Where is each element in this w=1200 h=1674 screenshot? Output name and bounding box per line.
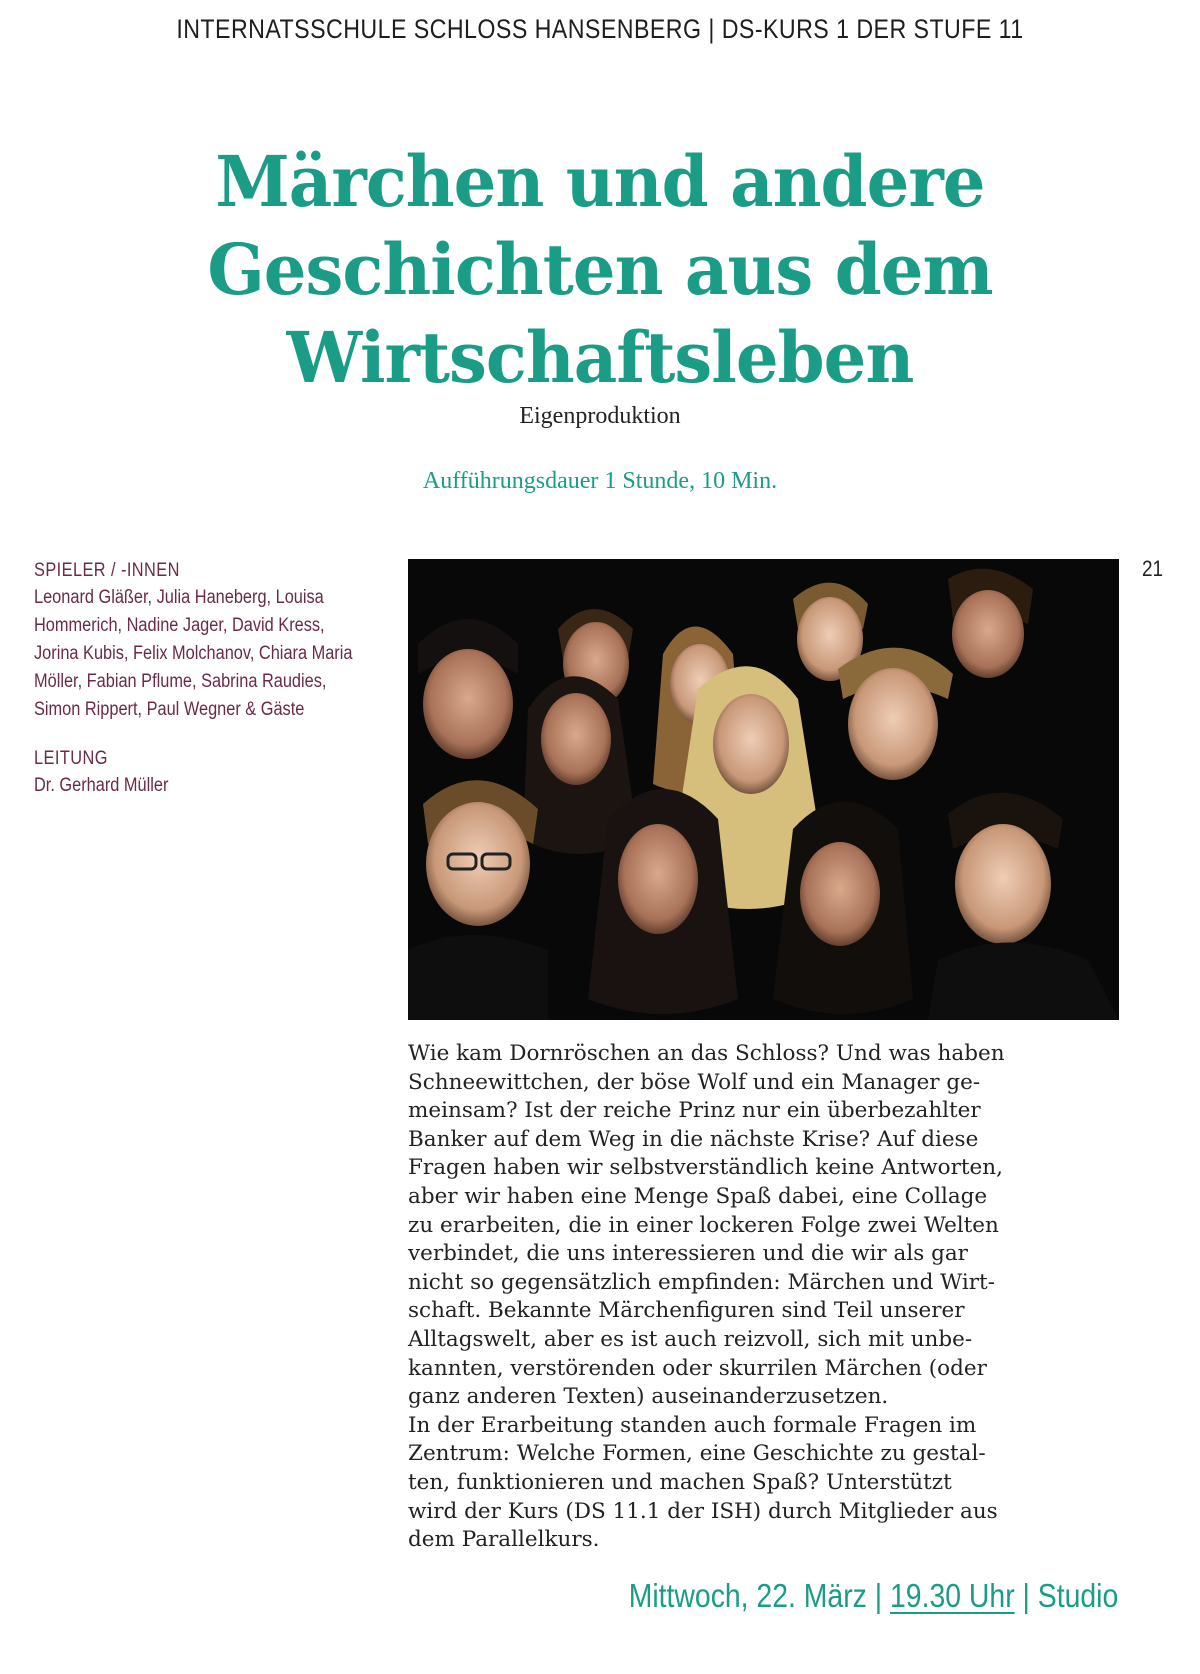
cast-line: Hommerich, Nadine Jager, David Kress, (34, 615, 325, 636)
text-line: schaft. Bekannte Märchenfiguren sind Teil unserer (408, 1298, 965, 1324)
text-line: meinsam? Ist der reiche Prinz nur ein überbezahlter (408, 1098, 981, 1124)
text-line: kannten, verstörenden oder skurrilen Märchen (oder (408, 1355, 987, 1381)
description-paragraph-2 (408, 1412, 1028, 1555)
performance-info (628, 1577, 1118, 1615)
production-type: Eigenproduktion (519, 403, 681, 429)
description-paragraph-1 (408, 1040, 1028, 1412)
text-line: Alltagswelt, aber es ist auch reizvoll, sich mit unbe- (408, 1326, 973, 1352)
title-line-3: Wirtschaftsleben (286, 316, 914, 399)
text-line: Banker auf dem Weg in die nächste Krise? Auf diese (408, 1126, 979, 1152)
performance-duration: Aufführungsdauer 1 Stunde, 10 Min. (422, 468, 778, 494)
text-line: In der Erarbeitung standen auch formale Fragen im (408, 1412, 977, 1438)
play-title (0, 138, 1200, 402)
cast-line: Möller, Fabian Pflume, Sabrina Raudies, (34, 671, 327, 692)
text-line: Schneewittchen, der böse Wolf und ein Manager ge- (408, 1069, 981, 1095)
title-line-1: Märchen und andere (215, 140, 985, 223)
text-line: ganz anderen Texten) auseinanderzusetzen. (408, 1384, 889, 1410)
cast-line: Simon Rippert, Paul Wegner & Gäste (34, 699, 305, 720)
cast-list (34, 584, 361, 724)
credits (34, 558, 353, 800)
performance-venue: Studio (1037, 1577, 1118, 1614)
performance-time: 19.30 Uhr (889, 1577, 1015, 1614)
text-line: wird der Kurs (DS 11.1 der ISH) durch Mitglieder aus (408, 1498, 998, 1524)
text-line: zu erarbeiten, die in einer lockeren Folge zwei Welten (408, 1212, 999, 1238)
cast-label: SPIELER / -INNEN (34, 560, 180, 581)
direction-name: Dr. Gerhard Müller (34, 775, 169, 796)
description (408, 1040, 1028, 1555)
text-line: verbindet, die uns interessieren und die wir als gar (408, 1241, 968, 1267)
text-line: nicht so gegensätzlich empfinden: Märchen und Wirt- (408, 1269, 995, 1295)
text-line: ten, funktionieren und machen Spaß? Unterstützt (408, 1469, 952, 1495)
separator: | (1014, 1577, 1038, 1614)
title-line-2: Geschichten aus dem (207, 228, 993, 311)
cast-line: Jorina Kubis, Felix Molchanov, Chiara Maria (34, 643, 353, 664)
text-line: Zentrum: Welche Formen, eine Geschichte zu gestal- (408, 1441, 986, 1467)
ensemble-photo (408, 559, 1119, 1020)
separator: | (866, 1577, 890, 1614)
page-number: 21 (1142, 556, 1164, 581)
page-header: INTERNATSSCHULE SCHLOSS HANSENBERG | DS-KURS 1 DER STUFE 11 (176, 14, 1024, 44)
text-line: aber wir haben eine Menge Spaß dabei, eine Collage (408, 1183, 988, 1209)
ensemble-photo-illustration (408, 559, 1119, 1020)
performance-date: Mittwoch, 22. März (628, 1577, 867, 1614)
text-line: Fragen haben wir selbstverständlich keine Antworten, (408, 1155, 1003, 1181)
text-line: Wie kam Dornröschen an das Schloss? Und was haben (408, 1041, 1005, 1066)
text-line: dem Parallelkurs. (408, 1527, 600, 1553)
cast-line: Leonard Gläßer, Julia Haneberg, Louisa (34, 587, 324, 608)
direction-label: LEITUNG (34, 748, 108, 769)
